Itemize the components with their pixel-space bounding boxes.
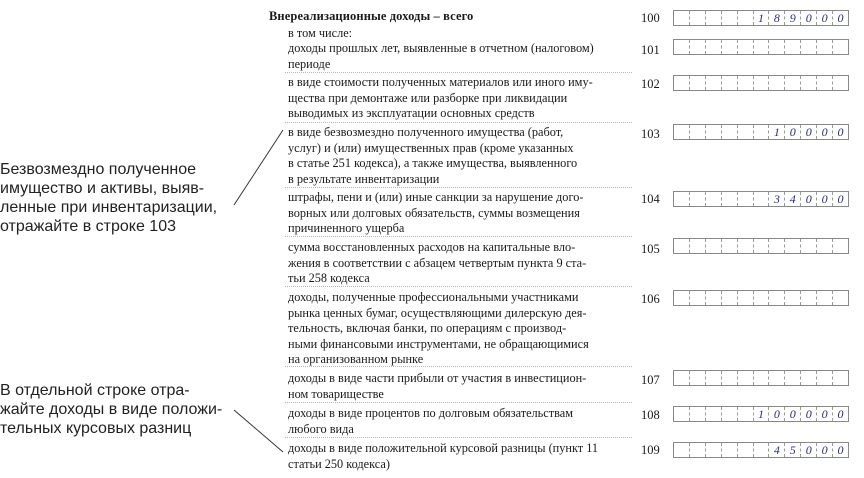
digit-cell: 0 [837, 192, 844, 206]
digit-cell: 0 [801, 11, 817, 25]
amount-cells-100[interactable] [673, 10, 849, 26]
digit-cell [833, 76, 848, 90]
intro-line: в том числе: [288, 26, 353, 40]
digit-cell [690, 291, 706, 305]
row-divider [285, 366, 632, 367]
amount-cells-109[interactable] [673, 442, 849, 458]
callout-text: жайте доходы в виде положи- [0, 401, 223, 418]
digit-cell [690, 125, 706, 139]
digit-cell [674, 40, 690, 54]
digit-cell [785, 291, 801, 305]
digit-cell [674, 11, 690, 25]
row-code: 107 [641, 373, 660, 387]
digit-cell: 0 [785, 125, 801, 139]
digit-cell [833, 40, 848, 54]
digit-cell [722, 371, 738, 385]
digit-cell: 4 [785, 192, 801, 206]
digit-cell: 0 [817, 407, 833, 421]
digit-cell: 0 [837, 443, 844, 457]
row-label-line: ными финансовыми инструментами, не обращающимися [288, 336, 589, 351]
digit-cell [722, 239, 738, 253]
digit-cell [722, 11, 738, 25]
digit-cell [801, 76, 817, 90]
row-label-108 [288, 406, 633, 437]
amount-cells-101[interactable] [673, 39, 849, 55]
row-label-105 [288, 240, 633, 287]
digit-cell [769, 371, 785, 385]
digit-cell [706, 125, 722, 139]
digit-cell [754, 239, 770, 253]
digit-cell [690, 192, 706, 206]
amount-cells-106[interactable] [673, 290, 849, 306]
digit-cell: 4 [769, 443, 785, 457]
digit-cell [833, 291, 848, 305]
digit-cell [674, 371, 690, 385]
digit-cell [754, 291, 770, 305]
row-divider [285, 437, 632, 438]
row-label-line: выводимых из эксплуатации основных средств [288, 106, 535, 120]
digit-cell [722, 192, 738, 206]
digit-cell [674, 239, 690, 253]
row-code: 104 [641, 192, 660, 206]
digit-cell [722, 443, 738, 457]
row-code: 108 [641, 408, 660, 422]
digit-cell [817, 40, 833, 54]
row-label-line: в виде безвозмездно полученного имущества (работ, [288, 125, 564, 139]
row-label-107 [288, 371, 633, 402]
row-divider [285, 236, 632, 237]
digit-cell [674, 443, 690, 457]
digit-cell [801, 371, 817, 385]
row-label-line: рынка ценных бумаг, осуществляющими дилерскую дея- [288, 305, 587, 320]
row-divider [285, 72, 632, 73]
row-label-line: в результате инвентаризации [288, 171, 440, 186]
digit-cell [738, 407, 754, 421]
digit-cell: 0 [769, 407, 785, 421]
callout-text: тельных курсовых разниц [0, 420, 192, 437]
digit-cell: 0 [837, 11, 844, 25]
digit-cell [833, 371, 848, 385]
digit-cell [785, 76, 801, 90]
digit-cell [754, 443, 770, 457]
amount-cells-105[interactable] [673, 238, 849, 254]
row-code: 105 [641, 242, 660, 256]
digit-cell [738, 371, 754, 385]
digit-cell [690, 76, 706, 90]
digit-cell [738, 40, 754, 54]
amount-cells-103[interactable] [673, 124, 849, 140]
digit-cell [722, 407, 738, 421]
row-divider [285, 286, 632, 287]
digit-cell: 8 [769, 11, 785, 25]
digit-cell [754, 40, 770, 54]
digit-cell [817, 76, 833, 90]
row-label-line: ном товариществе [288, 386, 384, 401]
row-label-line: услуг) и (или) имущественных прав (кроме указанных [288, 140, 574, 155]
row-label-line: щества при демонтаже или разборке при ликвидации [288, 90, 568, 105]
callout-text: отражайте в строке 103 [0, 218, 176, 235]
digit-cell [785, 371, 801, 385]
digit-cell [690, 11, 706, 25]
digit-cell [674, 291, 690, 305]
callout-line-109 [0, 381, 238, 438]
digit-cell: 0 [817, 11, 833, 25]
row-label-line: тьи 258 кодекса [288, 271, 370, 285]
digit-cell [754, 125, 770, 139]
digit-cell [801, 239, 817, 253]
amount-cells-104[interactable] [673, 191, 849, 207]
row-label-109 [288, 441, 633, 472]
row-label-line: ворных или долговых обязательств, суммы возмещения [288, 205, 580, 220]
row-label-line: доходы в виде части прибыли от участия в инвестицион- [288, 371, 587, 385]
digit-cell [690, 407, 706, 421]
digit-cell [722, 291, 738, 305]
row-code: 101 [641, 43, 660, 57]
amount-cells-108[interactable] [673, 406, 849, 422]
row-label-line: периоде [288, 56, 331, 71]
digit-cell: 5 [785, 443, 801, 457]
row-label-line: доходы в виде процентов по долговым обязательствам [288, 406, 573, 420]
digit-cell: 0 [801, 407, 817, 421]
callout-text: В отдельной строке отра- [0, 382, 190, 399]
row-code: 106 [641, 292, 660, 306]
digit-cell [674, 192, 690, 206]
digit-cell [706, 291, 722, 305]
digit-cell: 0 [837, 407, 844, 421]
row-label-line: на организованном рынке [288, 352, 424, 366]
row-label-line: доходы, полученные профессиональными участниками [288, 290, 579, 304]
digit-cell: 0 [801, 192, 817, 206]
row-label-line: причиненного ущерба [288, 221, 405, 235]
digit-cell: 0 [817, 125, 833, 139]
digit-cell [690, 371, 706, 385]
digit-cell [738, 76, 754, 90]
row-label-106 [288, 290, 633, 368]
digit-cell [706, 192, 722, 206]
digit-cell [817, 371, 833, 385]
digit-cell [754, 76, 770, 90]
pointer-line-109 [234, 410, 283, 452]
callout-line-103 [0, 160, 238, 236]
digit-cell [754, 192, 770, 206]
digit-cell [769, 76, 785, 90]
row-label-102 [288, 75, 633, 122]
row-code: 100 [641, 11, 660, 25]
row-label-line: доходы в виде положительной курсовой разницы (пункт 11 [288, 441, 599, 455]
pointer-line-103 [234, 130, 283, 205]
amount-cells-107[interactable] [673, 370, 849, 386]
digit-cell [690, 239, 706, 253]
digit-cell: 3 [769, 192, 785, 206]
digit-cell [706, 11, 722, 25]
digit-cell [738, 192, 754, 206]
row-divider [285, 187, 632, 188]
digit-cell [722, 40, 738, 54]
row-label-line: любого вида [288, 421, 354, 436]
row-label-line: сумма восстановленных расходов на капитальные вло- [288, 240, 576, 254]
digit-cell [706, 239, 722, 253]
digit-cell [769, 40, 785, 54]
row-label-line: доходы прошлых лет, выявленные в отчетном (налоговом) [288, 41, 594, 55]
digit-cell [738, 11, 754, 25]
digit-cell [801, 291, 817, 305]
digit-cell [674, 125, 690, 139]
callout-text: имущество и активы, выяв- [0, 180, 205, 197]
digit-cell [769, 291, 785, 305]
row-divider [285, 402, 632, 403]
digit-cell [706, 371, 722, 385]
digit-cell [738, 443, 754, 457]
digit-cell: 1 [754, 407, 770, 421]
row-label-line: в статье 251 кодекса), а также имущества, выявленного [288, 156, 578, 170]
row-divider [285, 122, 632, 123]
digit-cell [738, 125, 754, 139]
digit-cell: 1 [754, 11, 770, 25]
digit-cell: 0 [817, 443, 833, 457]
callout-text: ленные при инвентаризации, [0, 199, 218, 216]
digit-cell [674, 407, 690, 421]
intro-text [288, 26, 633, 42]
digit-cell: 0 [837, 125, 844, 139]
digit-cell [738, 291, 754, 305]
row-label-line: в виде стоимости полученных материалов или иного иму- [288, 75, 593, 89]
callout-text: Безвозмездно полученное [0, 161, 197, 178]
digit-cell [833, 239, 848, 253]
digit-cell: 0 [801, 443, 817, 457]
digit-cell: 1 [769, 125, 785, 139]
row-code: 102 [641, 77, 660, 91]
digit-cell [754, 371, 770, 385]
digit-cell [801, 40, 817, 54]
amount-cells-102[interactable] [673, 75, 849, 91]
digit-cell: 9 [785, 11, 801, 25]
digit-cell [817, 291, 833, 305]
row-label-104 [288, 190, 633, 237]
digit-cell [690, 40, 706, 54]
row-label-103 [288, 125, 633, 187]
row-code: 109 [641, 443, 660, 457]
row-label-101 [288, 41, 633, 72]
digit-cell [722, 125, 738, 139]
digit-cell [706, 407, 722, 421]
digit-cell [674, 76, 690, 90]
section-title: Внереализационные доходы – всего [269, 9, 474, 23]
digit-cell: 0 [817, 192, 833, 206]
digit-cell [722, 76, 738, 90]
row-label-line: тельность, включая банки, по операциям с производ- [288, 321, 567, 335]
digit-cell [817, 239, 833, 253]
digit-cell [738, 239, 754, 253]
digit-cell [785, 239, 801, 253]
digit-cell [785, 40, 801, 54]
digit-cell [769, 239, 785, 253]
row-label-line: статьи 250 кодекса) [288, 456, 390, 471]
row-code: 103 [641, 127, 660, 141]
row-label-line: жения в соответствии с абзацем четвертым пункта 9 ста- [288, 255, 587, 270]
digit-cell: 0 [801, 125, 817, 139]
digit-cell [706, 76, 722, 90]
digit-cell [690, 443, 706, 457]
digit-cell [706, 443, 722, 457]
row-label-line: штрафы, пени и (или) иные санкции за нарушение дого- [288, 190, 584, 204]
digit-cell: 0 [785, 407, 801, 421]
digit-cell [706, 40, 722, 54]
